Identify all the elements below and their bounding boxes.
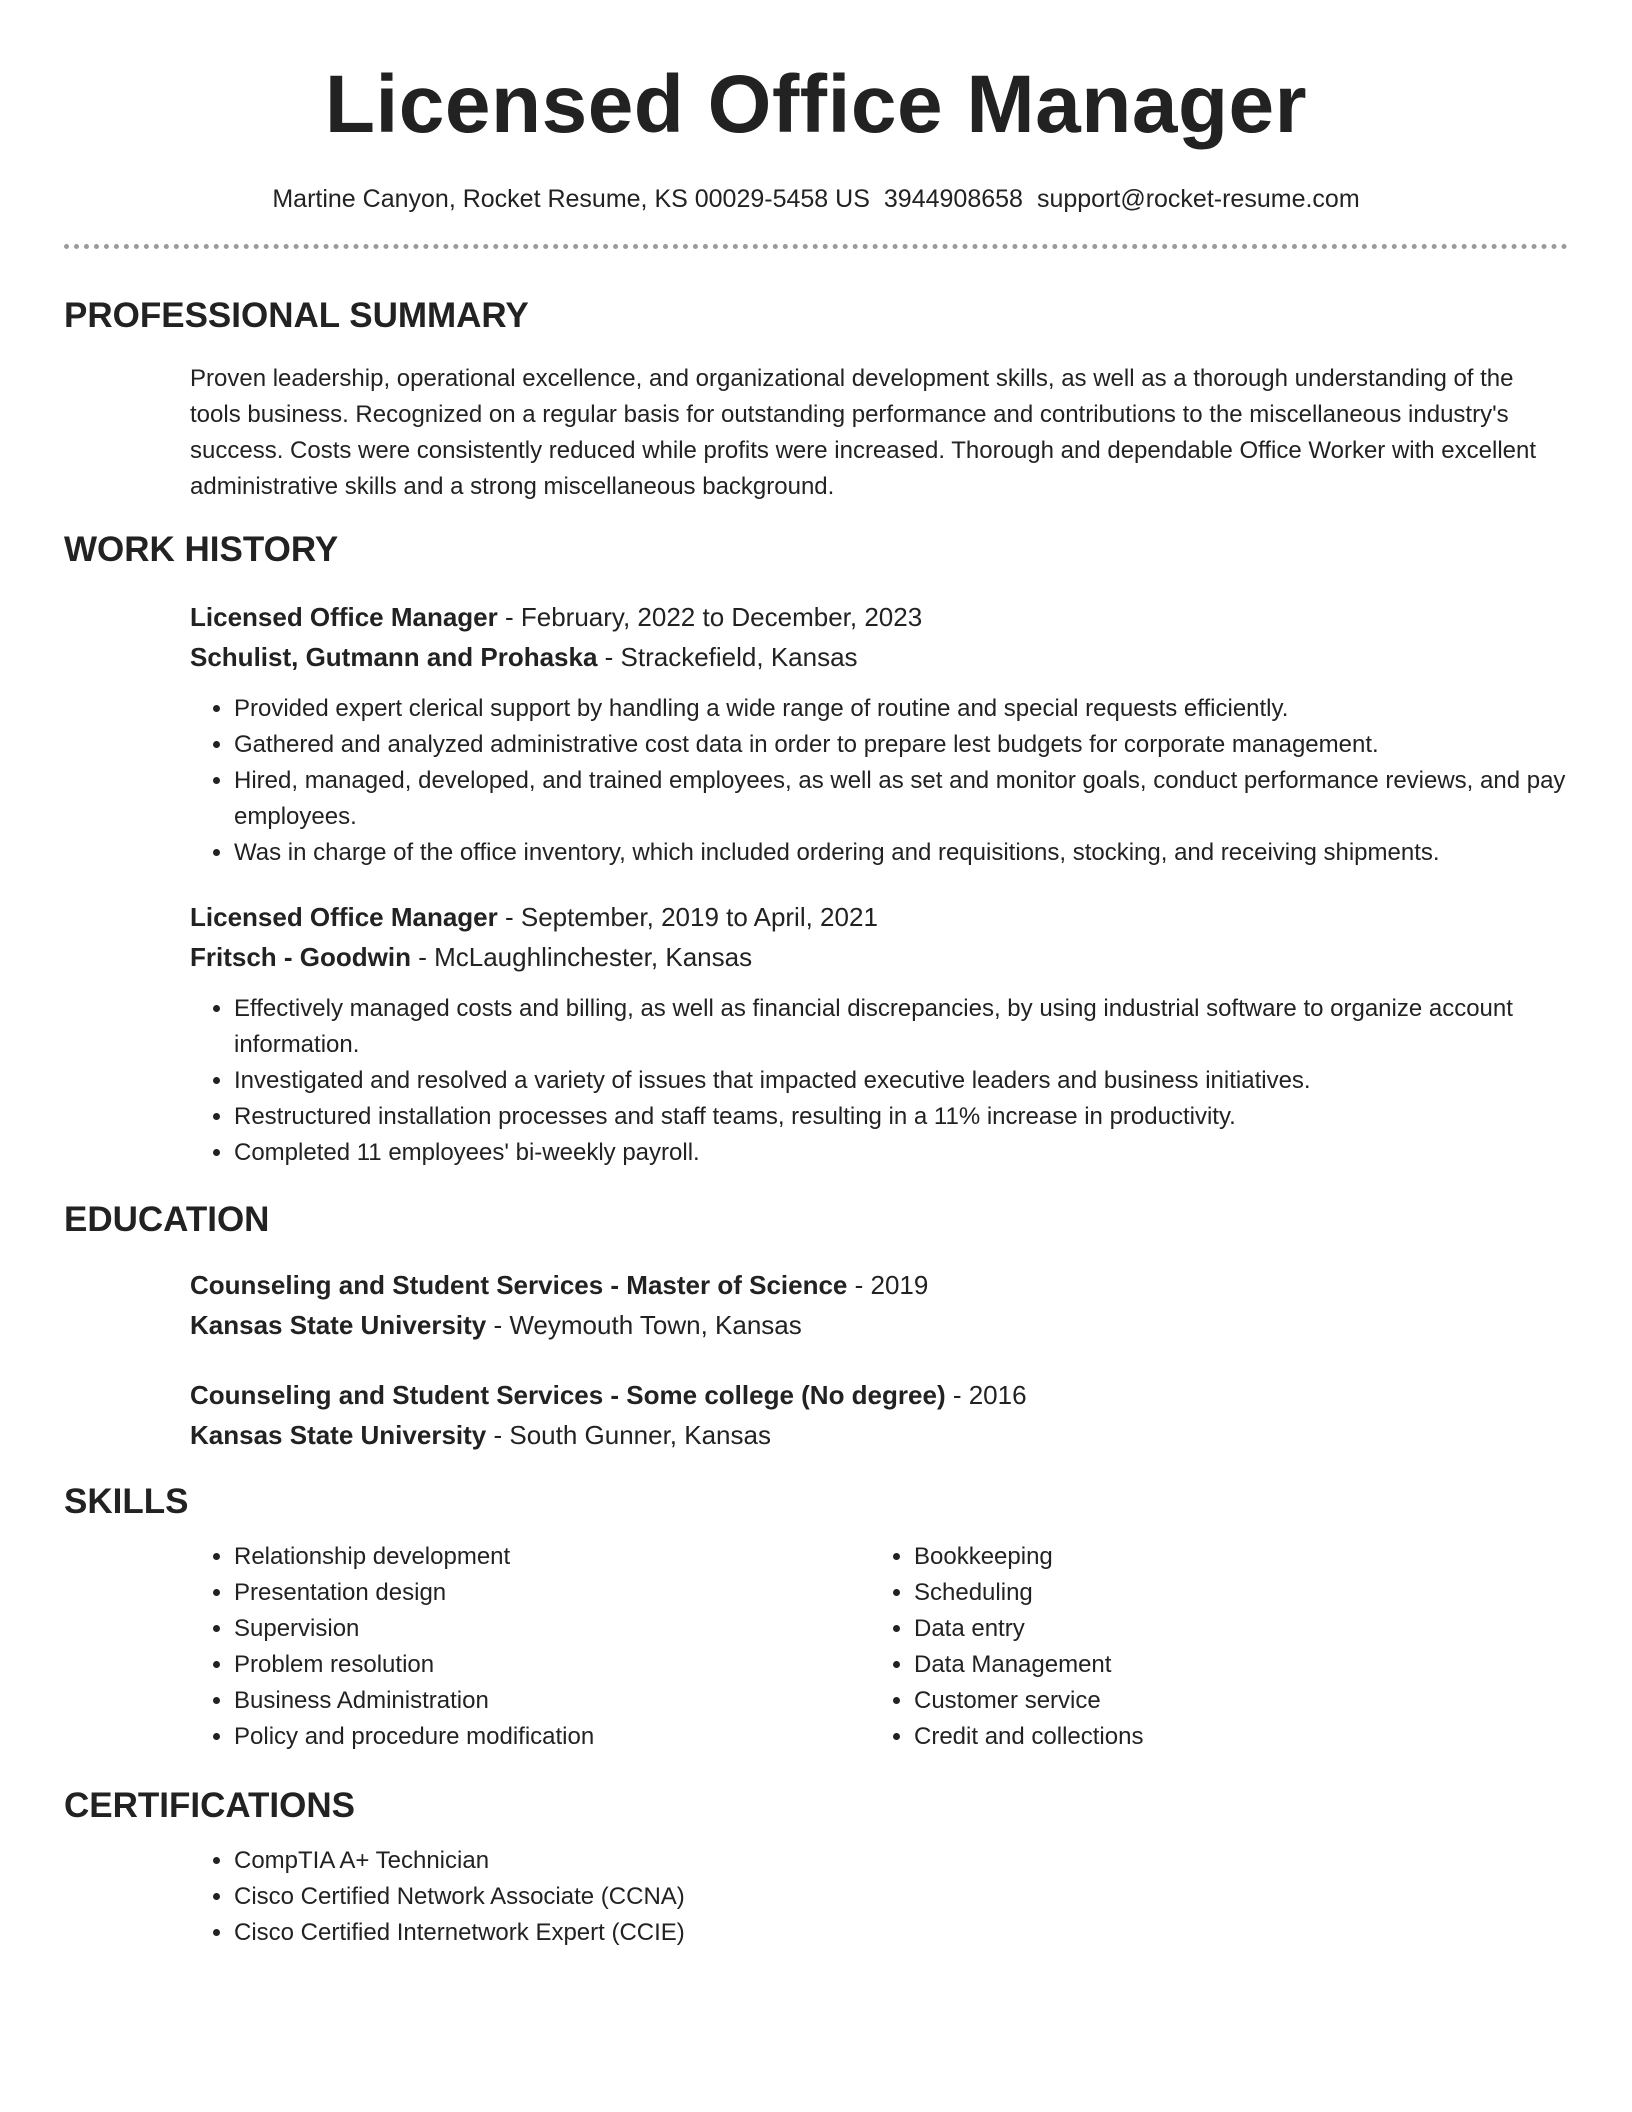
certification-item: • Cisco Certified Network Associate (CCNA) [234, 1879, 1568, 1915]
skill-item: • Supervision [234, 1611, 870, 1647]
job-company: Schulist, Gutmann and Prohaska [190, 642, 598, 672]
skills-block [64, 1539, 1568, 1755]
education-degree-line [190, 1375, 1568, 1415]
certifications-block [64, 1843, 1568, 1951]
skill-item: • Credit and collections [914, 1719, 1550, 1755]
job-role: Licensed Office Manager [190, 602, 498, 632]
job-bullet: • Hired, managed, developed, and trained employees, as well as set and monitor goals, conduct performance reviews, and pay employees. [234, 763, 1568, 835]
contact-address: Martine Canyon, Rocket Resume, KS 00029-5458 US [272, 185, 870, 213]
section-title-work: WORK HISTORY [64, 530, 339, 569]
skills-columns [190, 1539, 1568, 1755]
education-degree: Counseling and Student Services - Some college (No degree) [190, 1380, 946, 1410]
skill-item: • Data entry [914, 1611, 1550, 1647]
job-bullets [190, 691, 1568, 871]
education-location: - Weymouth Town, Kansas [486, 1310, 802, 1340]
job-title-line [190, 597, 1568, 637]
education-entry [64, 1375, 1568, 1455]
job-bullet: • Completed 11 employees' bi-weekly payroll. [234, 1135, 1568, 1171]
contact-email: support@rocket-resume.com [1036, 185, 1360, 213]
skill-item: • Policy and procedure modification [234, 1719, 870, 1755]
skill-item: • Customer service [914, 1683, 1550, 1719]
skill-item: • Relationship development [234, 1539, 870, 1575]
job-bullets [190, 991, 1568, 1171]
section-title-certifications: CERTIFICATIONS [64, 1786, 356, 1825]
skill-item: • Scheduling [914, 1575, 1550, 1611]
resume-name: Licensed Office Manager [324, 59, 1308, 150]
skill-item: • Presentation design [234, 1575, 870, 1611]
education-degree-line [190, 1265, 1568, 1305]
job-location: - Strackefield, Kansas [597, 642, 858, 672]
job-bullet: • Investigated and resolved a variety of issues that impacted executive leaders and business initiatives. [234, 1063, 1568, 1099]
education-school: Kansas State University [190, 1310, 487, 1340]
education-school: Kansas State University [190, 1420, 487, 1450]
job-company: Fritsch - Goodwin [190, 942, 411, 972]
contact-line [64, 184, 1568, 214]
certification-item: • CompTIA A+ Technician [234, 1843, 1568, 1879]
education-degree: Counseling and Student Services - Master of Science [190, 1270, 848, 1300]
summary-text: Proven leadership, operational excellence, and organizational development skills, as well as a thorough understanding of the tools business. Recognized on a regular basis for outstanding performance and contributions to the miscellaneous industry's success. Costs were consistently reduced while profits were increased. Thorough and dependable Office Worker with excellent administrative skills and a strong miscellaneous background. [190, 365, 1537, 500]
certifications-list [190, 1843, 1568, 1951]
education-location: - South Gunner, Kansas [486, 1420, 771, 1450]
section-title-education: EDUCATION [64, 1200, 270, 1239]
section-title-summary: PROFESSIONAL SUMMARY [64, 296, 529, 335]
job-entry [64, 597, 1568, 871]
job-dates: - February, 2022 to December, 2023 [497, 602, 923, 632]
skill-item: • Bookkeeping [914, 1539, 1550, 1575]
job-company-line [190, 637, 1568, 677]
job-bullet: • Gathered and analyzed administrative cost data in order to prepare lest budgets for corporate management. [234, 727, 1568, 763]
education-year: - 2019 [847, 1270, 929, 1300]
education-year: - 2016 [945, 1380, 1027, 1410]
skill-item: • Data Management [914, 1647, 1550, 1683]
job-bullet: • Was in charge of the office inventory, which included ordering and requisitions, stocking, and receiving shipments. [234, 835, 1568, 871]
skill-item: • Business Administration [234, 1683, 870, 1719]
skills-list-right [870, 1539, 1550, 1755]
job-entry [64, 897, 1568, 1171]
job-company-line [190, 937, 1568, 977]
header-divider [64, 244, 1568, 249]
education-school-line [190, 1305, 1568, 1345]
certification-item: • Cisco Certified Internetwork Expert (CCIE) [234, 1915, 1568, 1951]
education-entry [64, 1265, 1568, 1345]
job-bullet: • Provided expert clerical support by handling a wide range of routine and special requests efficiently. [234, 691, 1568, 727]
job-role: Licensed Office Manager [190, 902, 498, 932]
job-title-line [190, 897, 1568, 937]
contact-phone: 3944908658 [883, 185, 1023, 213]
job-location: - McLaughlinchester, Kansas [411, 942, 753, 972]
section-title-skills: SKILLS [64, 1482, 189, 1521]
skill-item: • Problem resolution [234, 1647, 870, 1683]
job-bullet: • Restructured installation processes and staff teams, resulting in a 11% increase in productivity. [234, 1099, 1568, 1135]
education-school-line [190, 1415, 1568, 1455]
job-bullet: • Effectively managed costs and billing, as well as financial discrepancies, by using industrial software to organize account information. [234, 991, 1568, 1063]
skills-list-left [190, 1539, 870, 1755]
job-dates: - September, 2019 to April, 2021 [497, 902, 878, 932]
